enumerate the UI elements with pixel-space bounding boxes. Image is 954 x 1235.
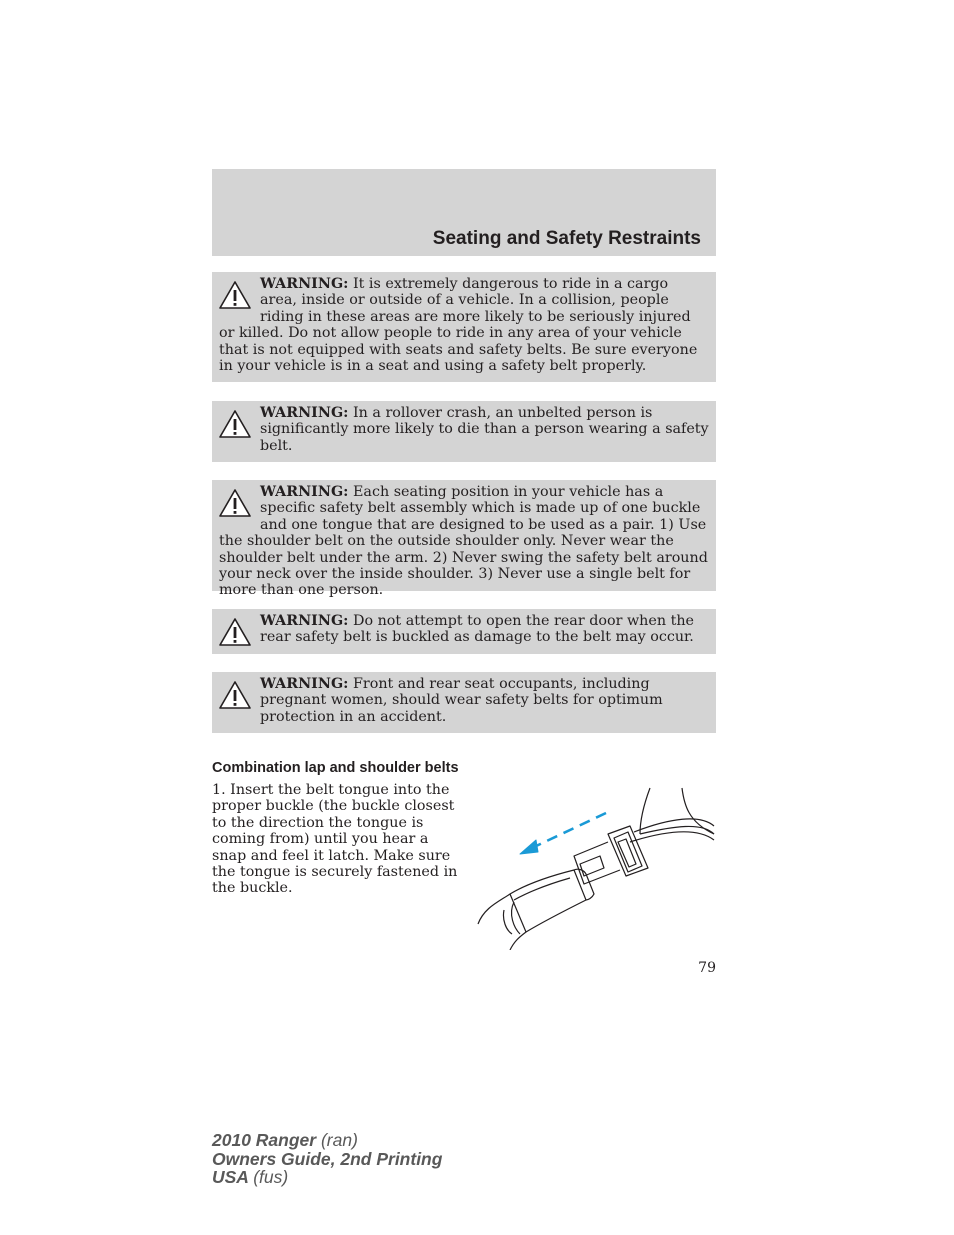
footer-region: USA [212,1167,249,1187]
warning-triangle-icon [218,409,252,439]
warning-label: WARNING: [260,276,349,292]
footer-region-code: (fus) [253,1167,289,1187]
warning-box-seating-position [212,480,716,599]
footer-line-1 [212,1131,442,1150]
page-number: 79 [698,960,716,976]
footer-line-2: Owners Guide, 2nd Printing [212,1148,443,1169]
section-header-band [212,169,716,256]
warning-triangle-icon [218,617,252,647]
warning-box-rear-door [212,609,716,654]
warning-text: Front and rear seat occupants, including pregnant women, should wear safety belts for optimum protection in an accident. [260,676,663,725]
warning-label: WARNING: [260,484,349,500]
warning-text: It is extremely dangerous to ride in a cargo area, inside or outside of a vehicle. In a collision, people riding in these areas are more likely to be seriously injured or killed. Do not allow people to ride in any area of your vehicle that is not equipped with seats and safety belts. Be sure everyone in your vehicle is in a seat and using a safety belt properly. [219,276,698,375]
warning-box-occupants [212,672,716,733]
footer-document-info [212,1131,442,1187]
warning-box-cargo-area [212,272,716,382]
subsection-heading: Combination lap and shoulder belts [212,760,459,776]
footer-model: 2010 Ranger [212,1130,317,1150]
footer-model-code: (ran) [320,1130,358,1150]
warning-triangle-icon [218,680,252,710]
warning-text: In a rollover crash, an unbelted person is significantly more likely to die than a person wearing a safety belt. [260,405,709,454]
warning-box-rollover [212,401,716,462]
warning-triangle-icon [218,280,252,310]
section-title: Seating and Safety Restraints [432,228,701,249]
warning-text: Each seating position in your vehicle has a specific safety belt assembly which is made up of one buckle and one tongue that are designed to be used as a pair. 1) Use the shoulder belt on the outside shoulder only. Never wear the shoulder belt under the arm. 2) Never swing the safety belt around your neck over the inside shoulder. 3) Never use a single belt for more than one person. [219,484,708,599]
warning-text: Do not attempt to open the rear door when the rear safety belt is buckled as damage to the belt may occur. [260,613,695,646]
warning-label: WARNING: [260,676,349,692]
footer-line-3 [212,1168,442,1187]
warning-label: WARNING: [260,405,349,421]
seatbelt-buckle-illustration [474,782,718,950]
step-1-instruction: 1. Insert the belt tongue into the proper buckle (the buckle closest to the direction the tongue is coming from) until you hear a snap and feel it latch. Make sure the tongue is securely fastened in the buckle. [212,782,458,897]
warning-label: WARNING: [260,613,349,629]
warning-triangle-icon [218,488,252,518]
